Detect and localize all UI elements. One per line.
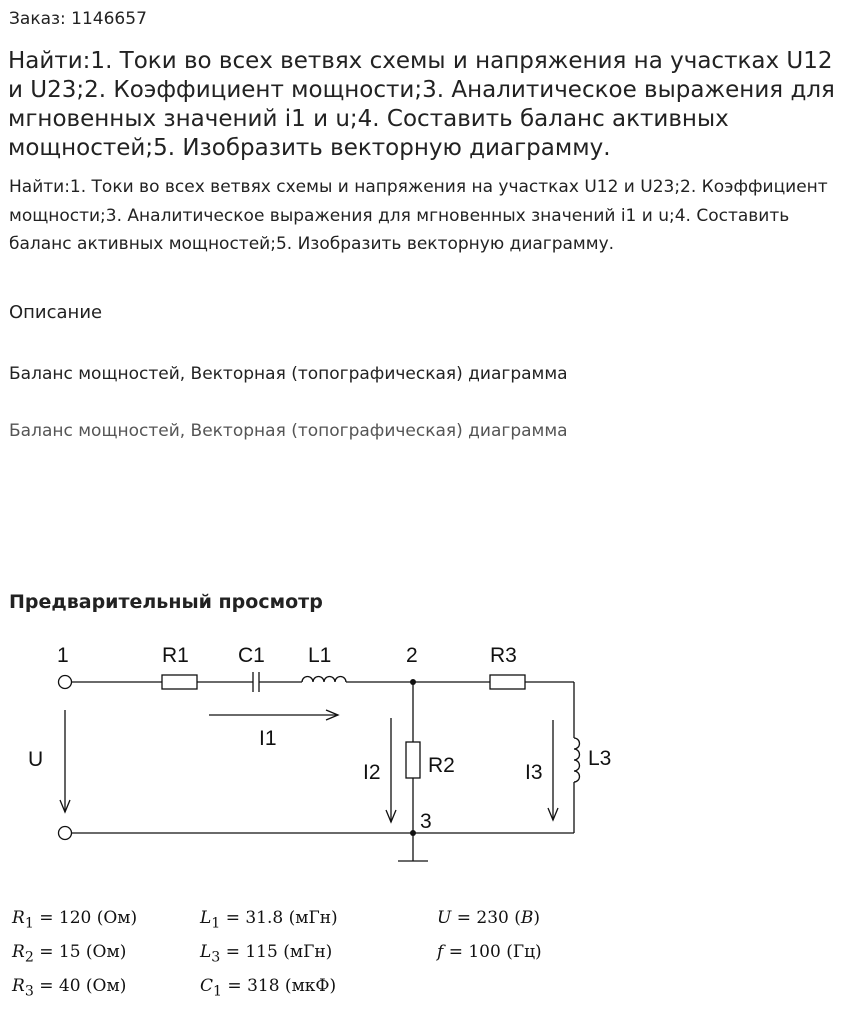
r1-label: R1: [162, 644, 189, 667]
parameter-list: [0, 900, 847, 1010]
param-l3: $L_3 = 115$ (мГн): [200, 942, 333, 966]
order-number: Заказ: 1146657: [9, 9, 147, 29]
i1-label: I1: [259, 727, 277, 750]
resistor-r1: [162, 675, 197, 689]
node-2-label: 2: [406, 644, 418, 667]
l1-label: L1: [308, 644, 332, 667]
param-r2: $R_2 = 15$ (Ом): [12, 942, 127, 966]
r2-label: R2: [428, 754, 455, 777]
description-section-label: Описание: [9, 302, 103, 323]
param-u: U = 230 (B): [437, 908, 541, 928]
resistor-r2: [406, 742, 420, 778]
param-l1: $L_1 = 31.8$ (мГн): [200, 908, 338, 932]
description-summary-repeat: Баланс мощностей, Векторная (топографическая) диаграмма: [9, 421, 568, 441]
r3-label: R3: [490, 644, 517, 667]
circuit-diagram: [0, 630, 847, 870]
page-title: Найти:1. Токи во всех ветвях схемы и напряжения на участках U12 и U23;2. Коэффициент мощности;3. Аналитическое выражения для мгновенных значений i1 и u;4. Составить баланс активных мощностей;5. Изобразить векторную диаграмму.: [8, 48, 835, 161]
param-c1: $C_1 = 318$ (мкФ): [200, 976, 337, 1000]
i2-label: I2: [363, 761, 381, 784]
terminal-1: [59, 676, 72, 689]
description-summary: Баланс мощностей, Векторная (топографическая) диаграмма: [9, 364, 568, 384]
u-label: U: [28, 748, 44, 771]
inductor-l3: [574, 738, 580, 782]
l3-label: L3: [588, 747, 612, 770]
param-r1: $R_1 = 120$ (Ом): [12, 908, 138, 932]
preview-heading: Предварительный просмотр: [9, 591, 323, 613]
node-3-dot: [410, 830, 416, 836]
c1-label: C1: [238, 644, 265, 667]
task-description: Найти:1. Токи во всех ветвях схемы и напряжения на участках U12 и U23;2. Коэффициент мощности;3. Аналитическое выражения для мгновенных значений i1 и u;4. Составить баланс активных мощностей;5. Изобразить векторную диаграмму.: [9, 177, 828, 254]
param-f: f = 100 (Гц): [437, 942, 542, 962]
resistor-r3: [490, 675, 525, 689]
node-1-label: 1: [57, 644, 69, 667]
node-3-label: 3: [420, 810, 432, 833]
param-r3: $R_3 = 40$ (Ом): [12, 976, 127, 1000]
node-2-dot: [410, 679, 416, 685]
inductor-l1: [302, 677, 346, 683]
terminal-3: [59, 827, 72, 840]
i3-label: I3: [525, 761, 543, 784]
